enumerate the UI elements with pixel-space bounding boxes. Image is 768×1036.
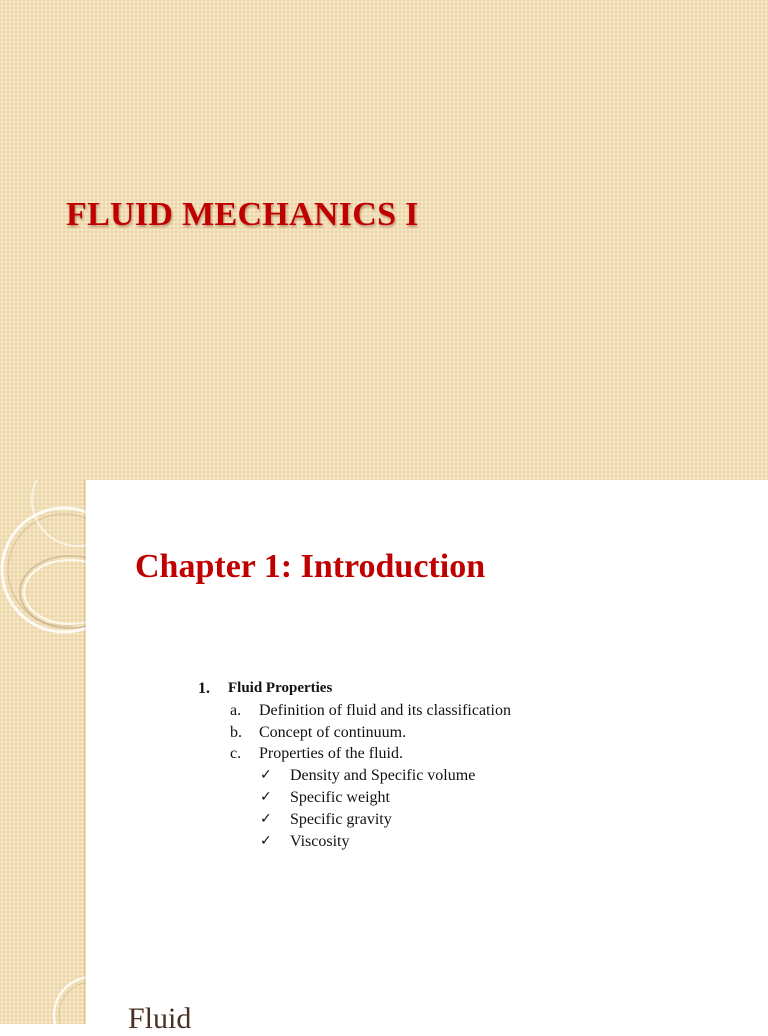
side-strip-edge	[84, 480, 86, 1024]
outline-check-text: Specific weight	[290, 788, 390, 806]
outline-check-text: Density and Specific volume	[290, 767, 476, 785]
decorative-rings-graphic	[0, 480, 86, 1024]
checkmark-icon: ✓	[260, 810, 272, 827]
outline-item-letter: a.	[230, 701, 242, 719]
slide-1	[0, 0, 768, 480]
outline-item-text: Properties of the fluid.	[259, 745, 403, 763]
outline-number: 1.	[198, 680, 210, 697]
checkmark-icon: ✓	[260, 788, 272, 805]
decorative-side-strip	[0, 480, 86, 1024]
outline-check-text: Specific gravity	[290, 810, 392, 828]
slide-2-title: Chapter 1: Introduction	[135, 548, 486, 585]
checkmark-icon: ✓	[260, 767, 272, 784]
outline-item-text: Definition of fluid and its classification	[259, 701, 511, 719]
outline-item-text: Concept of continuum.	[259, 723, 407, 741]
outline-item-letter: b.	[230, 723, 242, 741]
checkmark-icon: ✓	[260, 832, 272, 849]
slide-1-title: FLUID MECHANICS I	[66, 196, 419, 233]
next-slide-title-partial: Fluid	[128, 1002, 192, 1035]
slide-2	[0, 480, 768, 1035]
outline-item-letter: c.	[230, 745, 242, 763]
outline-heading: Fluid Properties	[228, 680, 333, 696]
outline-check-text: Viscosity	[290, 832, 350, 850]
